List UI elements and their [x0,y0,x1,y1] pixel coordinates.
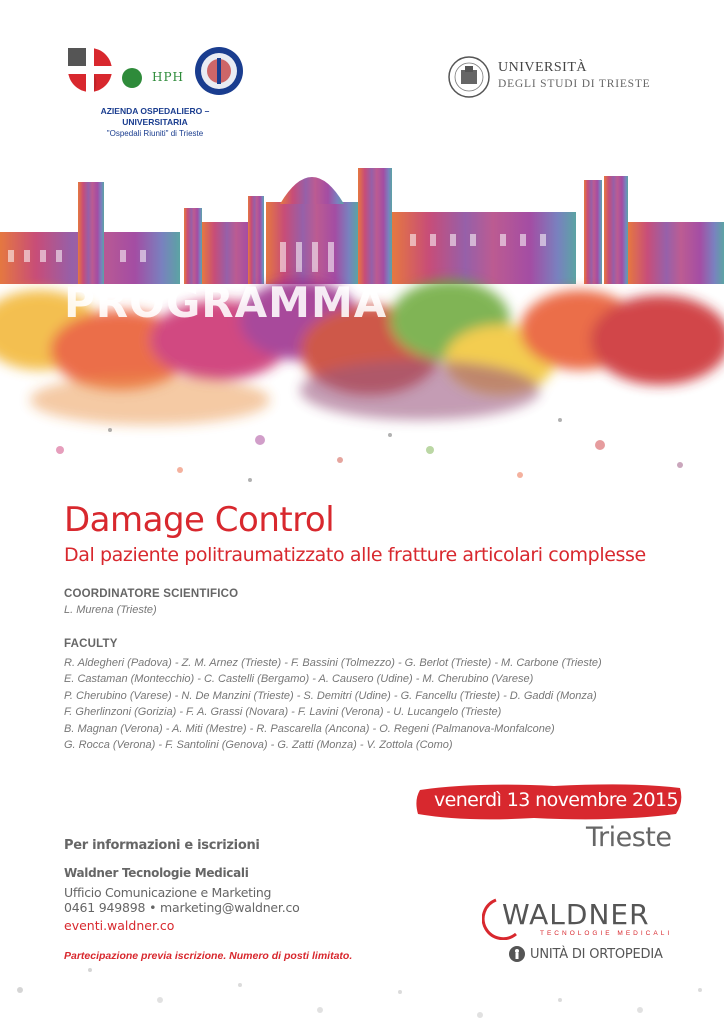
waldner-name: WALDNER [502,898,650,931]
medical-seal-icon [194,46,244,96]
programma-heading: PROGRAMMA [64,278,388,327]
hph-logo-icon [122,68,142,88]
university-line1: UNIVERSITÀ [498,60,587,75]
info-office: Ufficio Comunicazione e Marketing [64,885,272,900]
event-date: venerdì 13 novembre 2015 [434,789,678,811]
trieste-skyline-illustration [0,150,724,510]
aou-cross-logo [66,46,114,94]
bottom-splatter-decoration [0,930,724,1024]
aou-sub-line: "Ospedali Riuniti" di Trieste [106,129,204,138]
info-contact: 0461 949898 • marketing@waldner.co [64,900,300,915]
university-line2: DEGLI STUDI DI TRIESTE [498,78,651,90]
aou-name [70,106,240,139]
university-name [498,60,651,92]
faculty-list [64,655,602,753]
hph-label: HPH [152,70,185,84]
info-company: Waldner Tecnologie Medicali [64,866,249,880]
faculty-line: E. Castaman (Montecchio) - C. Castelli (Bergamo) - A. Causero (Udine) - M. Cherubino (Varese) [64,673,534,686]
coordinator-heading: COORDINATORE SCIENTIFICO [64,588,239,600]
event-title: Damage Control [64,500,335,540]
event-city: Trieste [586,822,672,853]
event-subtitle: Dal paziente politraumatizzato alle fratture articolari complesse [64,544,646,566]
faculty-line: B. Magnan (Verona) - A. Miti (Mestre) - R. Pascarella (Ancona) - O. Regeni (Palmanova-Monfalcone) [64,722,555,735]
info-website-link[interactable]: eventi.waldner.co [64,918,175,933]
info-heading: Per informazioni e iscrizioni [64,838,260,853]
university-seal-icon [448,56,490,98]
coordinator-name: L. Murena (Trieste) [64,604,157,616]
orthopedics-icon [508,945,526,963]
faculty-line: R. Aldegheri (Padova) - Z. M. Arnez (Trieste) - F. Bassini (Tolmezzo) - G. Berlot (Trieste) - M. Carbone (Trieste) [64,657,602,669]
faculty-line: F. Gherlinzoni (Gorizia) - F. A. Grassi (Novara) - F. Lavini (Verona) - U. Lucangelo (Trieste) [64,706,502,719]
aou-name-line: AZIENDA OSPEDALIERO – UNIVERSITARIA [100,106,210,127]
faculty-heading: FACULTY [64,638,118,650]
faculty-line: G. Rocca (Verona) - F. Santolini (Genova) - G. Zatti (Monza) - V. Zottola (Como) [64,739,453,752]
registration-note: Partecipazione previa iscrizione. Numero di posti limitato. [64,950,353,962]
waldner-tagline: TECNOLOGIE MEDICALI [540,930,673,937]
faculty-line: P. Cherubino (Varese) - N. De Manzini (Trieste) - S. Demitri (Udine) - G. Fancellu (Trieste) - D. Gaddi (Monza) [64,689,597,702]
orthopedics-unit: UNITÀ DI ORTOPEDIA [530,947,663,962]
